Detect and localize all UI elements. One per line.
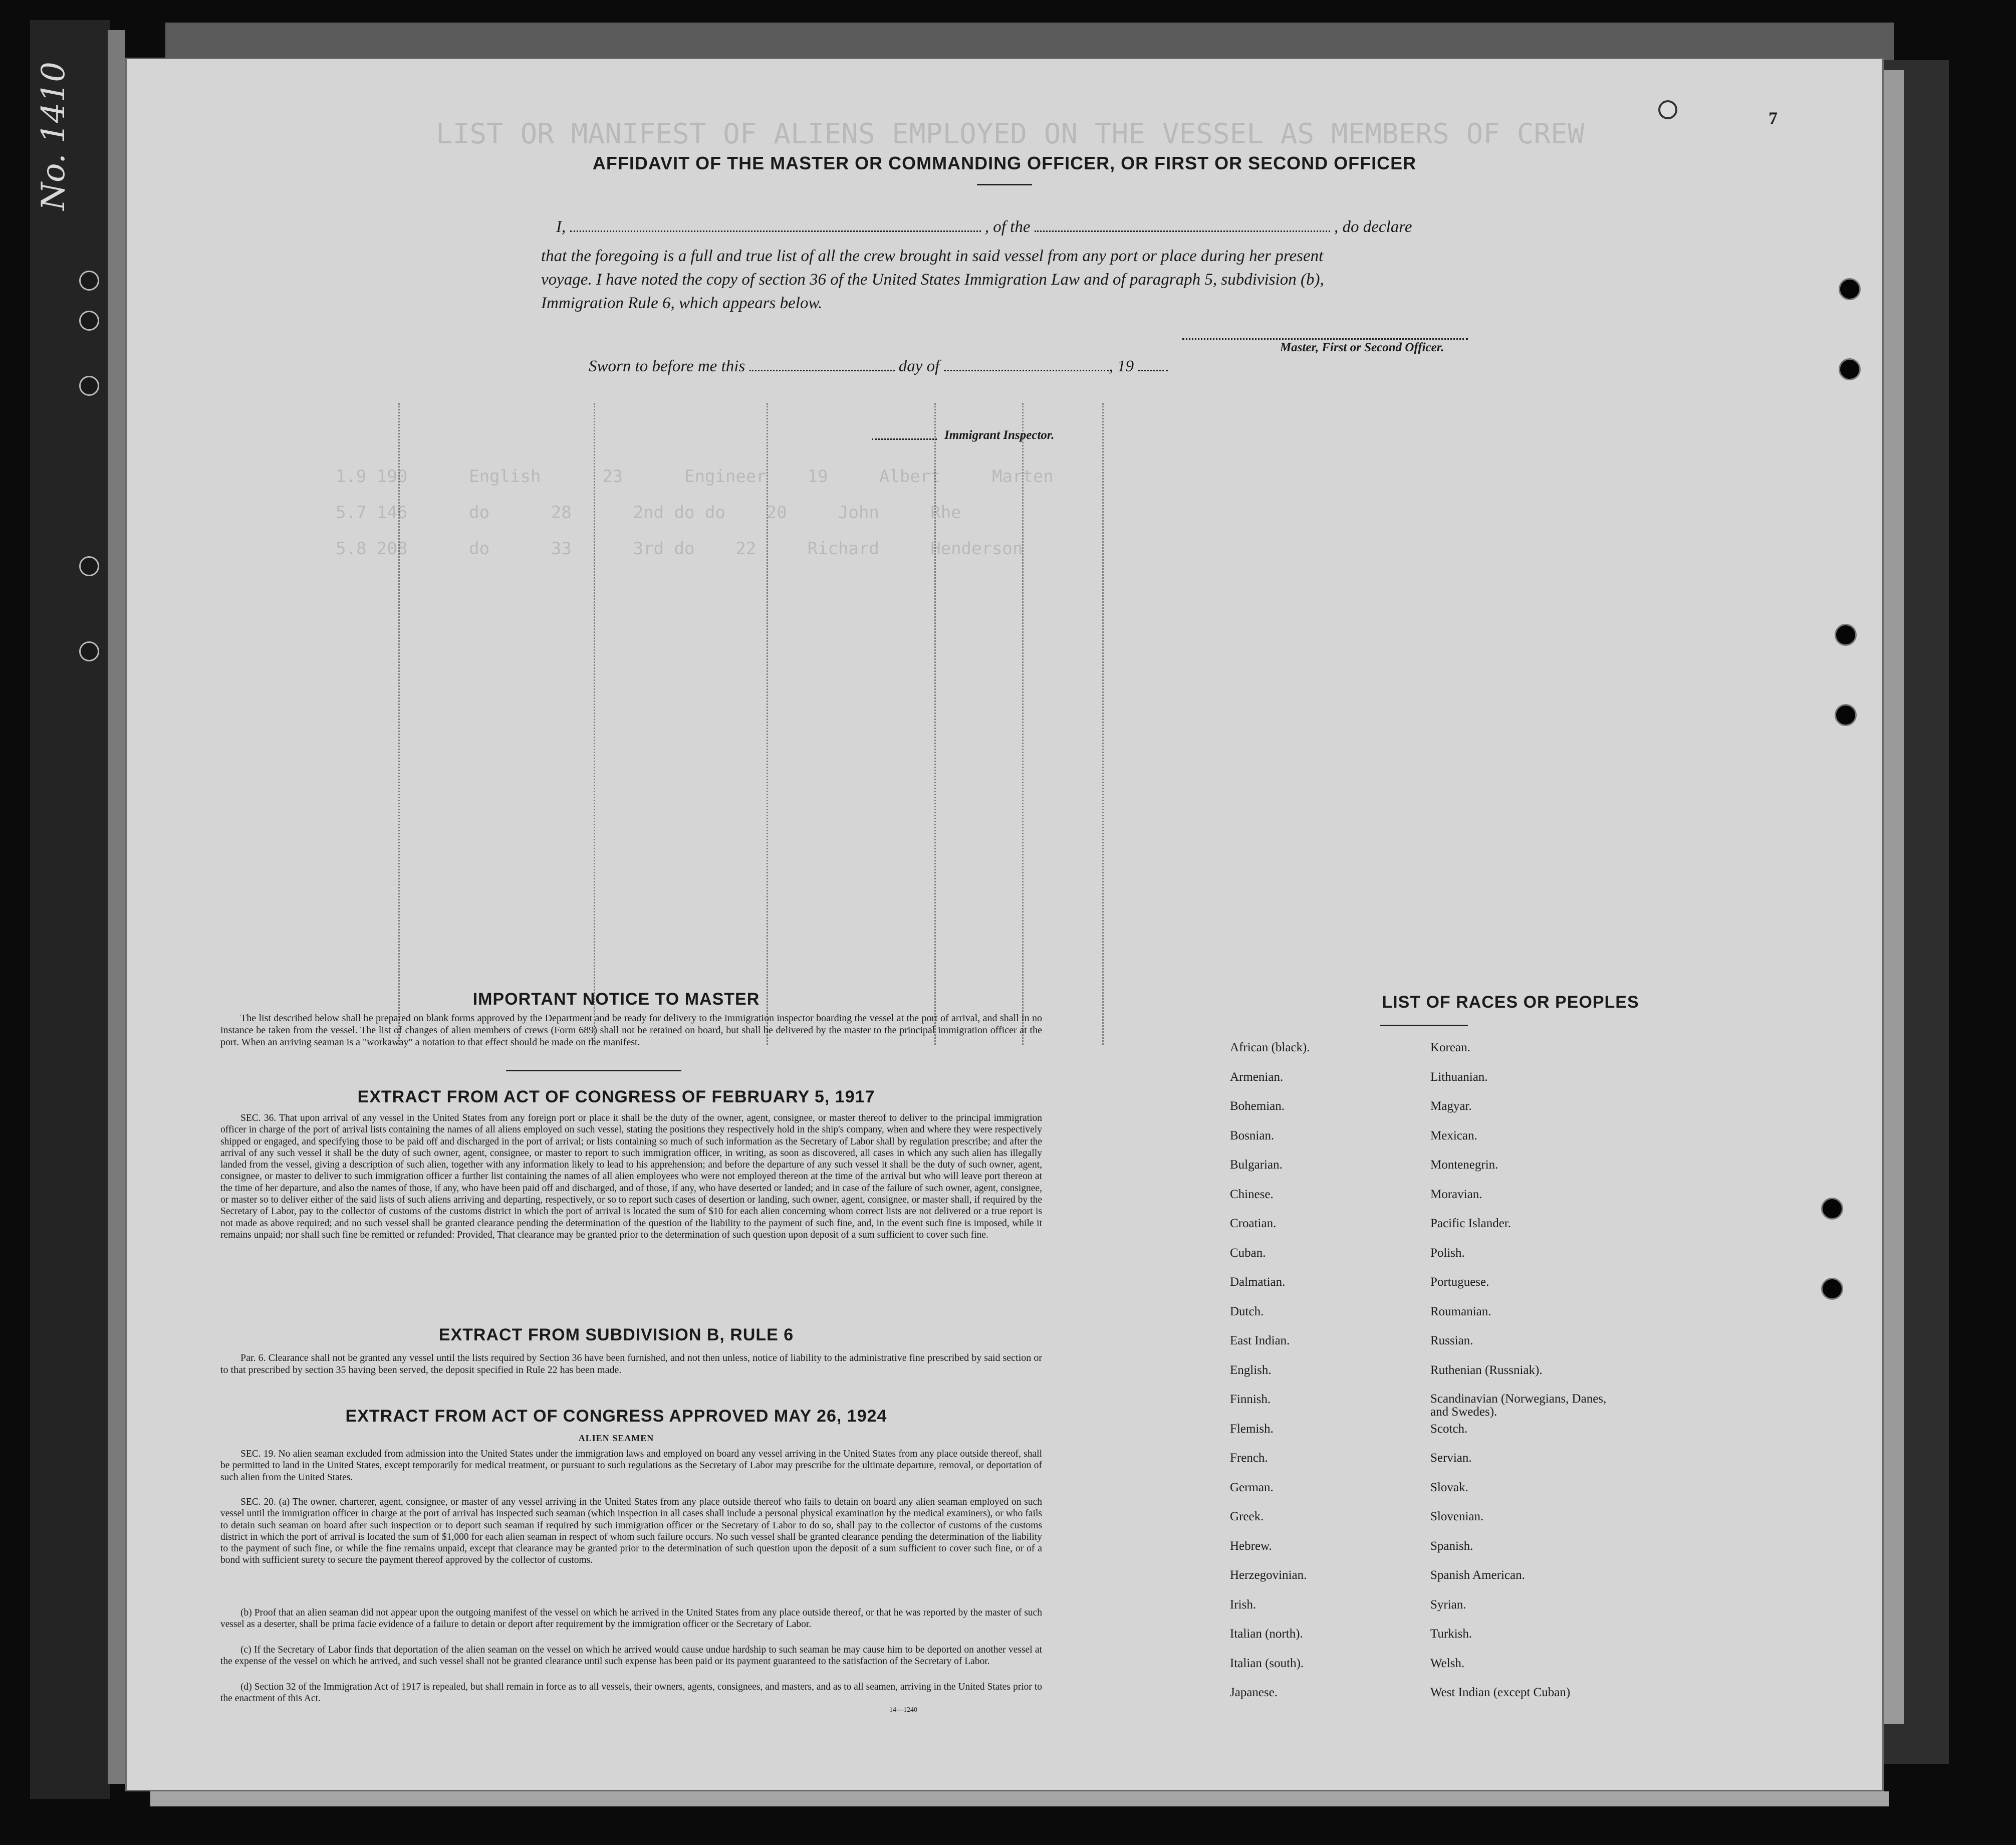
race-item: West Indian (except Cuban) [1430,1686,1571,1699]
race-item: Finnish. [1230,1393,1271,1406]
bleed-through-text: 1.9 190 English 23 Engineer 19 Albert Marten 5.7 146 do 28 2nd do do 20 John Rhe 5.8 208 do 33 3rd do 22 Richard Henderson [336,467,1054,559]
declaration-line-1 [556,218,1412,237]
declare-suffix: , do declare [1334,218,1412,236]
race-item: Slovenian. [1430,1510,1484,1523]
inspector-signature-line [872,438,937,440]
extract-1924-title: EXTRACT FROM ACT OF CONGRESS APPROVED MAY 26, 1924 [345,1407,887,1426]
sworn-day-label: day of [898,357,940,375]
punch-hole-icon [1821,1198,1843,1220]
signature-label: Master, First or Second Officer. [1280,341,1444,354]
race-item: Korean. [1430,1041,1470,1054]
races-left-column [1230,1041,1310,1715]
race-item: Russian. [1430,1334,1473,1347]
race-item: Scotch. [1430,1422,1468,1436]
underlying-sheet-right-inner [1884,70,1904,1724]
extract-1917-title: EXTRACT FROM ACT OF CONGRESS OF FEBRUARY 5, 1917 [357,1087,875,1106]
handwritten-corner-mark: No. 1410 [35,62,72,210]
race-item: Montenegrin. [1430,1158,1498,1172]
race-item: Herzegovinian. [1230,1568,1307,1582]
underlying-sheet-bottom [150,1791,1889,1806]
sworn-month-field [944,370,1109,371]
race-item: Syrian. [1430,1597,1466,1611]
extract-1924-sec20c: (c) If the Secretary of Labor finds that deportation of the alien seaman on the vessel on which he arrived would cause undue hardship to such seaman he may cause him to be deported on another vessel at the expense of the vessel on which he arrived, and such vessel shall not be granted clearance until such expense has been paid or its payment guaranteed to the satisfaction of the Secretary of Labor. [220,1645,1042,1667]
vessel-prefix: , of the [984,218,1031,236]
binder-rivet-icon [79,376,99,396]
alien-seamen-subtitle: ALIEN SEAMEN [578,1433,654,1443]
extract-1924-sec19: SEC. 19. No alien seaman excluded from admission into the United States under the immigration laws and employed on board any vessel arriving in the United States from any place outside thereof, shall be permitted to land in the United States, except temporarily for medical treatment, or pursuant to such regulations as the Secretary of Labor may prescribe for the ultimate departure, removal, or deportation of such alien from the United States. [220,1449,1042,1483]
race-item: Welsh. [1430,1656,1465,1670]
punch-hole-icon [1839,278,1861,300]
race-item: Servian. [1430,1451,1472,1465]
declaration-line-2: that the foregoing is a full and true list of all the crew brought in said vessel from any port or place during her present [541,247,1324,265]
races-right-column [1430,1041,1611,1715]
race-item: Turkish. [1430,1627,1472,1641]
binder-rivet-icon [79,556,99,576]
notice-title: IMPORTANT NOTICE TO MASTER [472,990,760,1009]
extract-1924-sec20a: SEC. 20. (a) The owner, charterer, agent, consignee, or master of any vessel arriving in the United States from any place outside thereof who fails to detain on board any alien seaman employed on such vessel until the immigration officer in charge at the port of arrival has inspected such seaman (which inspection in all cases shall include a personal physical examination by the medical examiners), or who fails to detain such seaman on board after such inspection or to deport such seaman if required by such immigration officer or the Secretary of Labor to do so, shall pay to the collector of customs of the customs district in which the port of arrival is located the sum of $1,000 for each alien seaman in respect of whom such failure occurs. No such vessel shall be granted clearance pending the determination of the liability to the payment of such fine, or while the fine remains unpaid, except that clearance may be granted prior to the determination of such question upon the deposit of a sum sufficient to cover such fine, or of a bond with sufficient surety to secure the payment thereof approved by the collector of customs. [220,1497,1042,1566]
race-item: French. [1230,1451,1268,1465]
race-item: Roumanian. [1430,1304,1491,1318]
race-item: African (black). [1230,1041,1310,1054]
binder-rivet-icon [79,311,99,331]
race-item: Bosnian. [1230,1128,1275,1142]
declarant-prefix: I, [556,218,566,236]
affidavit-title: AFFIDAVIT OF THE MASTER OR COMMANDING OFFICER, OR FIRST OR SECOND OFFICER [592,153,1417,173]
table-column-line [934,403,936,1045]
extract-1917-body: SEC. 36. That upon arrival of any vessel in the United States from any foreign port or place it shall be the duty of the owner, agent, consignee, or master thereof to deliver to the principal immigration officer in charge of the port of arrival lists containing the names of all aliens employed on such vessel, stating the positions they respectively hold in the ship's company, when and where they were respectively shipped or engaged, and specifying those to be paid off and discharged in the port of arrival; or lists containing so much of such information as the Secretary of Labor shall by regulation prescribe; and after the arrival of any such vessel it shall be the duty of such owner, agent, consignee, or master to report to such immigration officer, in writing, as soon as discovered, all cases in which any such alien has illegally landed from the vessel, giving a description of such alien, together with any information likely to lead to his apprehension; and before the departure of any such vessel it shall be the duty of such owner, agent, consignee, or master to deliver to such immigration officer a further list containing the names of all alien employees who were not employed thereon at the time of the arrival but who will leave port thereon at the time of her departure, and also the names of those, if any, who have been paid off and discharged, and of those, if any, who have deserted or landed; and in case of the failure of such owner, agent, consignee, or master so to deliver either of the said lists of such aliens arriving and departing, respectively, or so to report such cases of desertion or landing, such owner, agent, consignee, or master shall, if required by the Secretary of Labor, pay to the collector of customs of the customs district in which the port of arrival is located the sum of $10 for each alien concerning whom correct lists are not delivered or a true report is not made as above required; and no such vessel shall be granted clearance pending the determination of the question of the liability to the payment of such fine, and, in the event such fine is imposed, while it remains unpaid; nor shall such fine be remitted or refunded: Provided, That clearance may be granted prior to the determination of such question upon deposit of a sum sufficient to cover such fine. [220,1113,1042,1240]
table-column-line [1102,403,1104,1045]
race-item: Spanish American. [1430,1568,1525,1582]
race-item: Dalmatian. [1230,1275,1286,1289]
sworn-date-field [749,370,895,371]
race-item: Bohemian. [1230,1099,1285,1113]
race-item: Spanish. [1430,1539,1473,1553]
race-item: Armenian. [1230,1070,1284,1084]
declarant-name-field [570,230,981,232]
sworn-prefix: Sworn to before me this [589,357,745,375]
signature-line [1182,338,1468,340]
form-number: 14—1240 [889,1706,917,1714]
declaration-line-4: Immigration Rule 6, which appears below. [541,294,823,312]
race-item: Mexican. [1430,1128,1477,1142]
race-item: Bulgarian. [1230,1158,1283,1172]
punch-hole-icon [1835,704,1857,726]
race-item: Ruthenian (Russniak). [1430,1363,1543,1377]
race-item: Cuban. [1230,1246,1266,1260]
race-item: Italian (north). [1230,1627,1303,1641]
sworn-line [589,357,1168,376]
vessel-name-field [1035,230,1330,232]
race-item: Croatian. [1230,1217,1277,1230]
race-item: Dutch. [1230,1304,1264,1318]
race-item: English. [1230,1363,1272,1377]
extract-1924-sec20b: (b) Proof that an alien seaman did not appear upon the outgoing manifest of the vessel on which he arrived in the United States from any place outside thereof, or that he was reported by the master of such vessel as a deserter, shall be prima facie evidence of a failure to detain or deport after requirement by the immigration officer or the Secretary of Labor. [220,1607,1042,1630]
race-item: Scandinavian (Norwegians, Danes, and Swedes). [1430,1392,1607,1419]
binder-rivet-icon [79,641,99,661]
rule6-title: EXTRACT FROM SUBDIVISION B, RULE 6 [438,1325,794,1344]
declaration-line-3: voyage. I have noted the copy of section 36 of the United States Immigration Law and of paragraph 5, subdivision (b), [541,271,1324,289]
table-column-line [1022,403,1024,1045]
inspector-label: Immigrant Inspector. [944,428,1055,442]
page-number: 7 [1769,108,1778,128]
race-item: Portuguese. [1430,1275,1489,1289]
race-item: Slovak. [1430,1480,1468,1494]
race-item: Italian (south). [1230,1656,1304,1670]
race-item: Japanese. [1230,1686,1278,1699]
manifest-page [125,58,1884,1791]
table-column-line [398,403,400,1045]
extract-1924-sec20d: (d) Section 32 of the Immigration Act of 1917 is repealed, but shall remain in force as to all vessels, their owners, agents, consignees, and masters, and as to all seamen, arriving in the United States prior to the enactment of this Act. [220,1682,1042,1704]
binder-strip-left [30,20,110,1799]
section-rule [506,1070,681,1071]
binder-rivet-icon [79,271,99,291]
punch-hole-icon [1821,1278,1843,1300]
race-item: Polish. [1430,1246,1465,1260]
underlying-sheet-top [165,23,1894,63]
race-item: Lithuanian. [1430,1070,1488,1084]
race-item: Pacific Islander. [1430,1217,1511,1230]
race-item: Hebrew. [1230,1539,1272,1553]
bleed-through-text: LIST OR MANIFEST OF ALIENS EMPLOYED ON THE VESSEL AS MEMBERS OF CREW [436,118,1585,150]
race-item: Chinese. [1230,1187,1274,1201]
punch-hole-icon [1839,358,1861,380]
table-column-line [767,403,768,1045]
race-item: Moravian. [1430,1187,1482,1201]
race-item: Greek. [1230,1510,1264,1523]
races-title-rule [1380,1025,1468,1026]
race-item: East Indian. [1230,1334,1290,1347]
title-rule [977,184,1032,185]
binder-strip-left-edge [108,30,125,1784]
race-item: German. [1230,1480,1274,1494]
sworn-year-field [1138,370,1168,371]
table-column-line [594,403,595,1045]
rule6-body: Par. 6. Clearance shall not be granted any vessel until the lists required by Section 36 have been furnished, and not then unless, notice of liability to the administrative fine prescribed by said section or to that prescribed by section 35 having been served, the deposit specified in Rule 22 has been made. [220,1352,1042,1375]
races-title: LIST OF RACES OR PEOPLES [1382,993,1639,1012]
race-item: Flemish. [1230,1422,1274,1436]
sworn-year-label: , 19 [1109,357,1134,375]
notice-body: The list described below shall be prepared on blank forms approved by the Department and be ready for delivery to the immigration inspector boarding the vessel at the port of arrival, and shall in no instance be taken from the vessel. The list of changes of alien members of crews (Form 689) shall not be retained on board, but shall be delivered by the master to the principal immigration officer at the port. When an arriving seaman is a "workaway" a notation to that effect should be made on the manifest. [220,1013,1042,1048]
race-item: Irish. [1230,1597,1256,1611]
race-item: Magyar. [1430,1099,1472,1113]
punch-hole-top-icon [1658,100,1677,119]
punch-hole-icon [1835,624,1857,646]
